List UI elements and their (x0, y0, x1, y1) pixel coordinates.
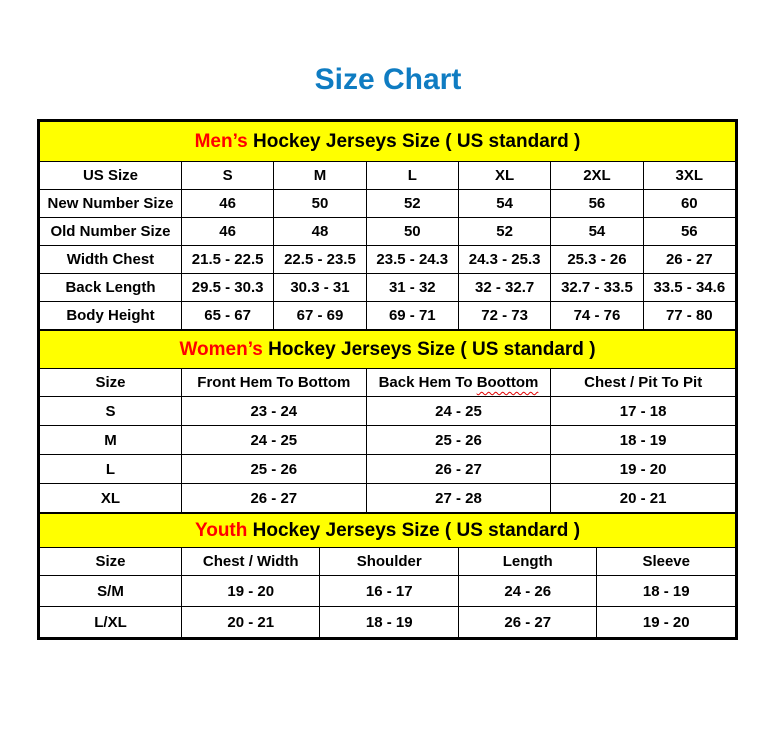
youth-section-title (40, 514, 736, 548)
value-cell: 31 - 32 (366, 274, 458, 302)
value-cell: 18 - 19 (320, 607, 459, 638)
column-header: Back Hem To Boottom (366, 369, 551, 397)
value-cell: 54 (551, 218, 643, 246)
mens-section-band (40, 122, 736, 162)
value-cell: 69 - 71 (366, 302, 458, 330)
page-title: Size Chart (314, 63, 462, 96)
value-cell: 23 - 24 (181, 397, 366, 426)
value-cell: 16 - 17 (320, 576, 459, 607)
youth-section-band (40, 514, 736, 548)
value-cell: 25 - 26 (366, 426, 551, 455)
size-chart-container (37, 119, 738, 640)
mens-section-title-rest: Hockey Jerseys Size ( US standard ) (247, 130, 581, 152)
value-cell: 50 (274, 190, 366, 218)
value-cell: 77 - 80 (643, 302, 735, 330)
value-cell: 26 - 27 (643, 246, 735, 274)
value-cell: 46 (181, 218, 273, 246)
value-cell: 25 - 26 (181, 455, 366, 484)
table-row (40, 218, 736, 246)
youth-section-title-rest: Hockey Jerseys Size ( US standard ) (247, 519, 581, 541)
column-header: XL (458, 162, 550, 190)
column-header: 2XL (551, 162, 643, 190)
mens-column-header-row (40, 162, 736, 190)
value-cell: 23.5 - 24.3 (366, 246, 458, 274)
value-cell: 26 - 27 (181, 484, 366, 513)
value-cell: 17 - 18 (551, 397, 736, 426)
value-cell: 72 - 73 (458, 302, 550, 330)
row-label: L (40, 455, 182, 484)
value-cell: 25.3 - 26 (551, 246, 643, 274)
value-cell: 56 (643, 218, 735, 246)
column-header: Chest / Pit To Pit (551, 369, 736, 397)
table-row (40, 302, 736, 330)
value-cell: 26 - 27 (366, 455, 551, 484)
value-cell: 56 (551, 190, 643, 218)
value-cell: 60 (643, 190, 735, 218)
value-cell: 19 - 20 (551, 455, 736, 484)
value-cell: 24 - 26 (458, 576, 597, 607)
column-header: Size (40, 369, 182, 397)
value-cell: 52 (458, 218, 550, 246)
table-row (40, 246, 736, 274)
row-label: Old Number Size (40, 218, 182, 246)
value-cell: 19 - 20 (597, 607, 736, 638)
table-row (40, 397, 736, 426)
value-cell: 67 - 69 (274, 302, 366, 330)
column-header: Chest / Width (181, 548, 320, 576)
row-label: New Number Size (40, 190, 182, 218)
mens-size-table (39, 121, 736, 330)
value-cell: 74 - 76 (551, 302, 643, 330)
value-cell: 26 - 27 (458, 607, 597, 638)
value-cell: 24 - 25 (366, 397, 551, 426)
table-row (40, 607, 736, 638)
row-label: Back Length (40, 274, 182, 302)
value-cell: 18 - 19 (597, 576, 736, 607)
table-row (40, 190, 736, 218)
table-row (40, 274, 736, 302)
value-cell: 24.3 - 25.3 (458, 246, 550, 274)
table-row (40, 484, 736, 513)
table-row (40, 455, 736, 484)
value-cell: 52 (366, 190, 458, 218)
row-label: Width Chest (40, 246, 182, 274)
value-cell: 32 - 32.7 (458, 274, 550, 302)
womens-section-band (40, 331, 736, 369)
womens-section-title-accent: Women’s (179, 338, 263, 360)
womens-column-header-row (40, 369, 736, 397)
row-label: XL (40, 484, 182, 513)
youth-column-header-row (40, 548, 736, 576)
value-cell: 19 - 20 (181, 576, 320, 607)
value-cell: 54 (458, 190, 550, 218)
value-cell: 20 - 21 (181, 607, 320, 638)
value-cell: 33.5 - 34.6 (643, 274, 735, 302)
value-cell: 65 - 67 (181, 302, 273, 330)
row-label: S (40, 397, 182, 426)
youth-section-title-accent: Youth (194, 519, 248, 541)
value-cell: 29.5 - 30.3 (181, 274, 273, 302)
value-cell: 21.5 - 22.5 (181, 246, 273, 274)
value-cell: 32.7 - 33.5 (551, 274, 643, 302)
mens-section-title-accent: Men’s (194, 130, 248, 152)
value-cell: 46 (181, 190, 273, 218)
column-header: L (366, 162, 458, 190)
value-cell: 30.3 - 31 (274, 274, 366, 302)
column-header: Size (40, 548, 182, 576)
column-header: Shoulder (320, 548, 459, 576)
value-cell: 20 - 21 (551, 484, 736, 513)
row-label: S/M (40, 576, 182, 607)
womens-size-table (39, 330, 736, 513)
youth-size-table (39, 513, 736, 638)
womens-section-title-rest: Hockey Jerseys Size ( US standard ) (262, 338, 596, 360)
column-header: Front Hem To Bottom (181, 369, 366, 397)
row-label: M (40, 426, 182, 455)
column-header: M (274, 162, 366, 190)
mens-section-title (40, 122, 736, 162)
table-row (40, 576, 736, 607)
column-header: S (181, 162, 273, 190)
row-label: L/XL (40, 607, 182, 638)
row-label: Body Height (40, 302, 182, 330)
column-header: US Size (40, 162, 182, 190)
value-cell: 50 (366, 218, 458, 246)
misspelled-word-squiggle: Boottom (476, 374, 539, 391)
value-cell: 24 - 25 (181, 426, 366, 455)
value-cell: 27 - 28 (366, 484, 551, 513)
womens-section-title (40, 331, 736, 369)
column-header: Sleeve (597, 548, 736, 576)
value-cell: 48 (274, 218, 366, 246)
column-header: Length (458, 548, 597, 576)
value-cell: 22.5 - 23.5 (274, 246, 366, 274)
value-cell: 18 - 19 (551, 426, 736, 455)
table-row (40, 426, 736, 455)
column-header: 3XL (643, 162, 735, 190)
